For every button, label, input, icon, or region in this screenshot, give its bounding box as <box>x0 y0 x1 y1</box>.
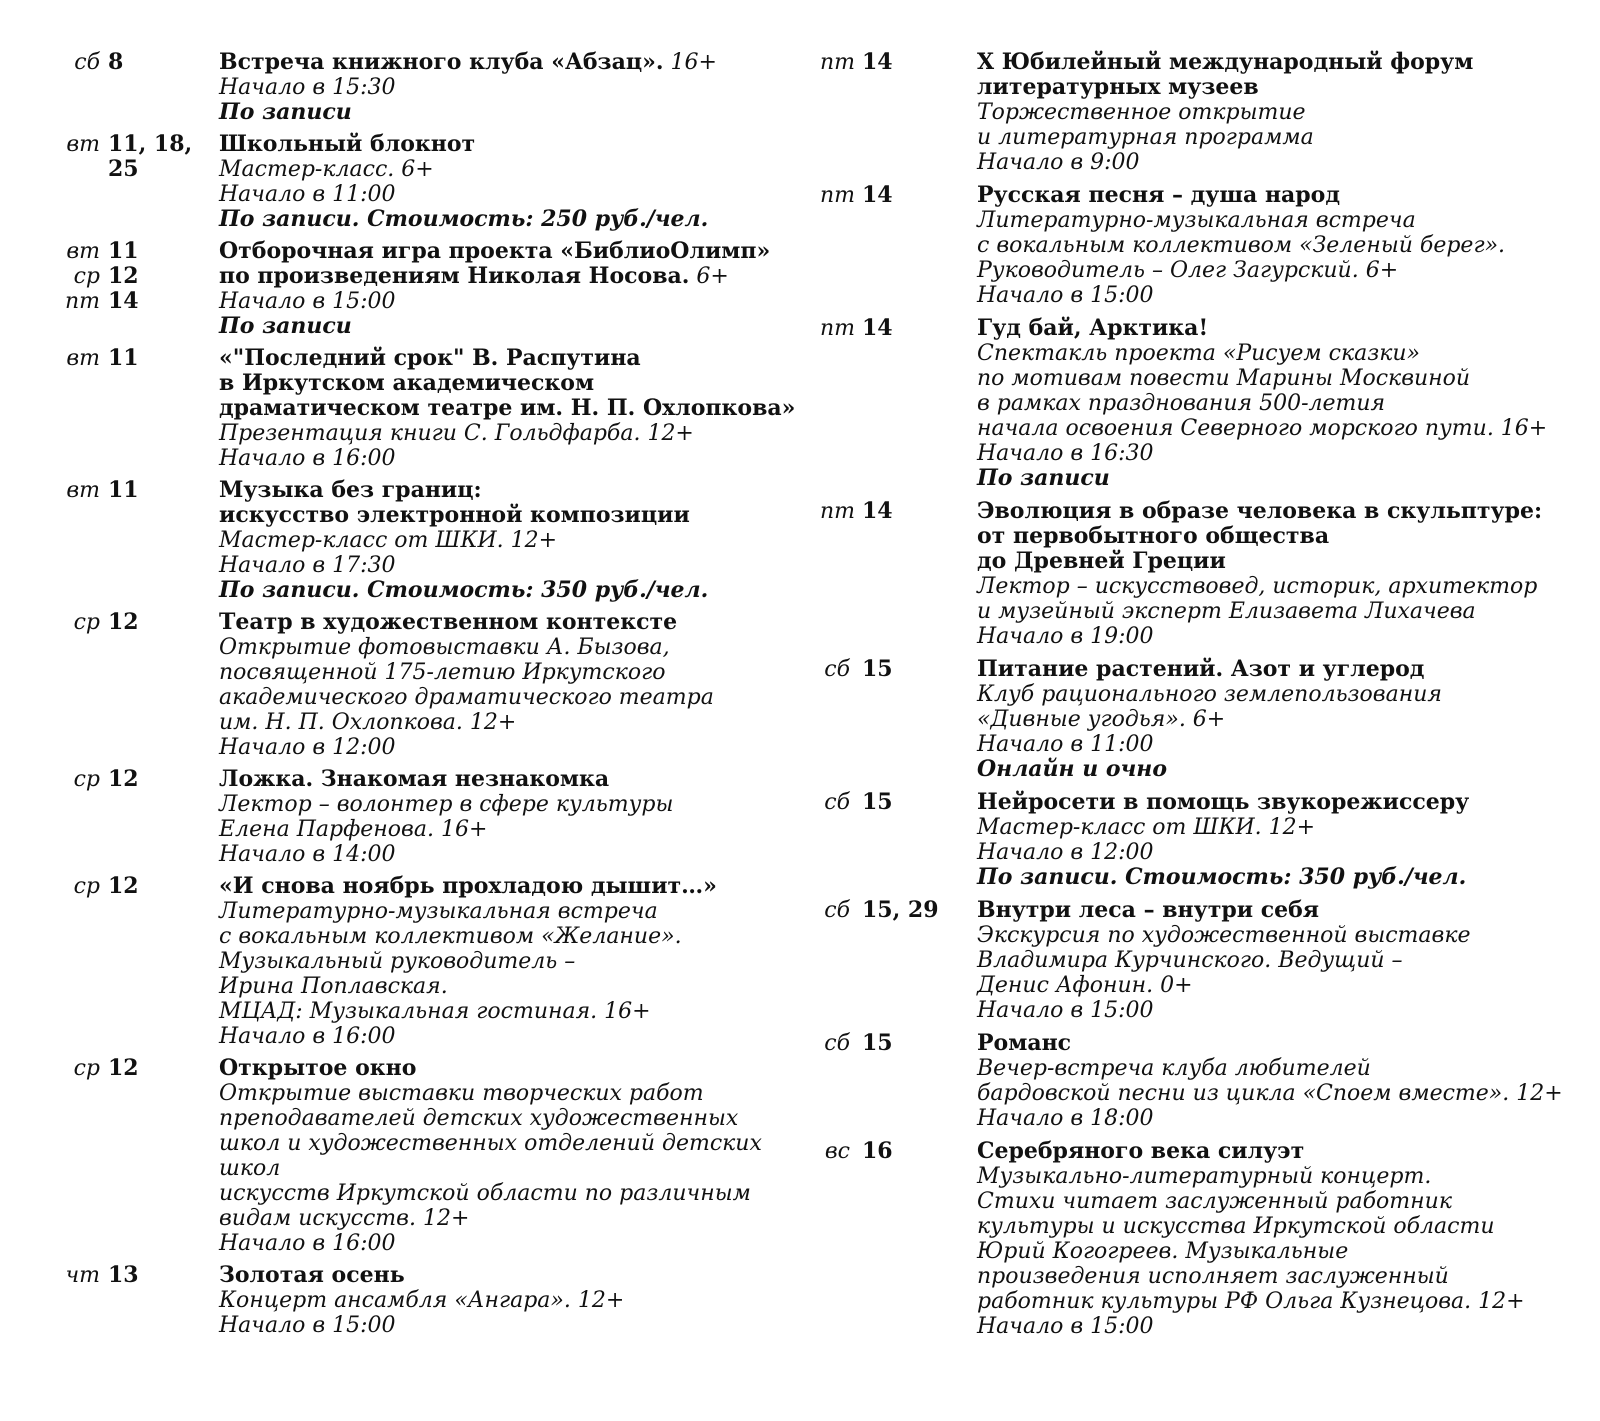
start-time: Начало в 16:00 <box>219 1231 396 1256</box>
date-line <box>820 499 977 524</box>
event-entry <box>58 346 808 471</box>
event-description: Спектакль проекта «Рисуем сказки» по мотивам повести Марины Москвиной в рамках празднования 500-летия начала освоения Северного морского пути. 16+ <box>977 341 1548 441</box>
day-number: 11 <box>108 238 139 264</box>
date-line <box>820 183 977 208</box>
event-title-line <box>977 1031 1590 1056</box>
weekday: ср <box>73 264 100 289</box>
event-body <box>977 499 1590 649</box>
event-date <box>58 50 219 75</box>
event-title-line <box>219 1056 808 1081</box>
event-title-line <box>219 874 808 899</box>
age-rating: 16+ <box>670 50 717 75</box>
event-entry <box>820 183 1590 308</box>
event-entry <box>820 1031 1590 1131</box>
start-time: Начало в 17:30 <box>219 553 396 578</box>
event-entry <box>820 657 1590 782</box>
event-description: Лектор – волонтер в сфере культуры Елена Парфенова. 16+ <box>219 792 674 842</box>
event-title-line <box>219 767 808 792</box>
event-title: Романс <box>977 1030 1072 1056</box>
day-number: 12 <box>108 1055 139 1081</box>
event-date <box>820 898 977 923</box>
event-title: Русская песня – душа народ <box>977 182 1341 208</box>
event-title-line <box>977 898 1590 923</box>
weekday: ср <box>73 874 100 899</box>
event-title: Гуд бай, Арктика! <box>977 315 1209 341</box>
event-entry <box>58 874 808 1049</box>
event-entry <box>820 1139 1590 1339</box>
event-title-line <box>219 478 808 528</box>
event-description: Литературно-музыкальная встреча с вокальным коллективом «Зеленый берег». Руководитель – Олег Загурский. 6+ <box>977 208 1506 283</box>
registration-note: По записи <box>219 313 352 339</box>
event-title: Ложка. Знакомая незнакомка <box>219 766 610 792</box>
event-title: Открытое окно <box>219 1055 417 1081</box>
event-title-line <box>977 316 1590 341</box>
weekday: чт <box>65 1263 100 1288</box>
event-entry <box>58 50 808 125</box>
event-title-line <box>219 132 808 157</box>
day-number: 13 <box>108 1262 139 1288</box>
date-line <box>820 50 977 75</box>
event-title: Школьный блокнот <box>219 131 476 157</box>
event-entry <box>820 790 1590 890</box>
weekday: вт <box>66 239 100 264</box>
weekday: вт <box>66 478 100 503</box>
start-time: Начало в 15:30 <box>219 75 396 100</box>
date-line <box>58 157 219 182</box>
weekday: сб <box>74 50 100 75</box>
day-number: 16 <box>862 1138 893 1164</box>
day-number: 15 <box>862 1030 893 1056</box>
event-date <box>58 239 219 314</box>
weekday: вс <box>824 1139 850 1164</box>
event-body <box>219 767 808 867</box>
date-line <box>820 1139 977 1164</box>
event-title: Встреча книжного клуба «Абзац». <box>219 49 664 75</box>
event-date <box>58 874 219 899</box>
date-line <box>58 264 219 289</box>
event-title: X Юбилейный международный форум литературных музеев <box>977 49 1474 100</box>
age-rating: 6+ <box>696 264 729 289</box>
day-number: 14 <box>108 288 139 314</box>
event-entry <box>58 1263 808 1338</box>
start-time: Начало в 9:00 <box>977 150 1140 175</box>
event-body <box>219 874 808 1049</box>
event-entry <box>58 1056 808 1256</box>
event-body <box>977 316 1590 491</box>
event-title-line <box>977 183 1590 208</box>
day-number: 15, 29 <box>862 897 939 923</box>
event-body <box>977 657 1590 782</box>
day-number: 12 <box>108 609 139 635</box>
event-description: Мастер-класс. 6+ <box>219 157 434 182</box>
event-body <box>977 50 1590 175</box>
start-time: Начало в 15:00 <box>219 1313 396 1338</box>
start-time: Начало в 14:00 <box>219 842 396 867</box>
event-title-line <box>219 610 808 635</box>
date-line <box>58 132 219 157</box>
event-title: Эволюция в образе человека в скульптуре: от первобытного общества до Древней Греции <box>977 498 1543 574</box>
event-body <box>977 1031 1590 1131</box>
start-time: Начало в 19:00 <box>977 624 1154 649</box>
event-body <box>219 239 808 339</box>
weekday: сб <box>824 1031 850 1056</box>
event-title: Отборочная игра проекта «БиблиоОлимп» по произведениям Николая Носова. <box>219 238 771 289</box>
day-number: 12 <box>108 263 139 289</box>
day-number: 14 <box>862 315 893 341</box>
event-body <box>219 1056 808 1256</box>
event-date <box>820 316 977 341</box>
weekday: ср <box>73 610 100 635</box>
day-number: 14 <box>862 498 893 524</box>
event-entry <box>820 898 1590 1023</box>
day-number: 11 <box>108 477 139 503</box>
weekday: пт <box>820 316 856 341</box>
event-title: Музыка без границ: искусство электронной композиции <box>219 477 690 528</box>
weekday: ср <box>73 1056 100 1081</box>
day-number: 25 <box>108 156 139 182</box>
event-description: Открытие выставки творческих работ преподавателей детских художественных школ и художественных отделений детских школ искусств Иркутской области по различным видам искусств. 12+ <box>219 1081 762 1231</box>
registration-note: По записи. Стоимость: 250 руб./чел. <box>219 206 709 232</box>
event-body <box>219 132 808 232</box>
start-time: Начало в 11:00 <box>977 732 1154 757</box>
event-date <box>820 499 977 524</box>
event-description: Концерт ансамбля «Ангара». 12+ <box>219 1288 625 1313</box>
registration-note: Онлайн и очно <box>977 756 1168 782</box>
event-entry <box>58 610 808 760</box>
day-number: 8 <box>108 49 124 75</box>
event-description: Торжественное открытие и литературная программа <box>977 100 1314 150</box>
event-title-line <box>977 499 1590 574</box>
event-body <box>219 50 808 125</box>
day-number: 14 <box>862 49 893 75</box>
event-date <box>58 610 219 635</box>
weekday: пт <box>820 499 856 524</box>
date-line <box>820 898 977 923</box>
date-line <box>58 289 219 314</box>
event-title: «"Последний срок" В. Распутина в Иркутском академическом драматическом театре им. Н. П. Охлопкова» <box>219 345 796 421</box>
event-title: Золотая осень <box>219 1262 405 1288</box>
event-description: Открытие фотовыставки А. Бызова, посвященной 175-летию Иркутского академического драматического театра им. Н. П. Охлопкова. 12+ <box>219 635 714 735</box>
event-date <box>820 50 977 75</box>
date-line <box>58 1056 219 1081</box>
event-title-line <box>977 1139 1590 1164</box>
event-title: Театр в художественном контексте <box>219 609 678 635</box>
event-description: Музыкально-литературный концерт. Стихи читает заслуженный работник культуры и искусства Иркутской области Юрий Когогреев. Музыкальные произведения исполняет заслуженный работник культуры РФ Ольга Кузнецова. 12+ <box>977 1164 1525 1314</box>
weekday: сб <box>824 898 850 923</box>
event-description: Мастер-класс от ШКИ. 12+ <box>219 528 558 553</box>
date-line <box>58 767 219 792</box>
event-title: Питание растений. Азот и углерод <box>977 656 1425 682</box>
event-title-line <box>219 50 808 75</box>
event-title: Внутри леса – внутри себя <box>977 897 1320 923</box>
event-body <box>977 1139 1590 1339</box>
event-date <box>820 790 977 815</box>
event-body <box>977 898 1590 1023</box>
day-number: 14 <box>862 182 893 208</box>
start-time: Начало в 15:00 <box>977 998 1154 1023</box>
registration-note: По записи. Стоимость: 350 руб./чел. <box>219 577 709 603</box>
registration-note: По записи. Стоимость: 350 руб./чел. <box>977 864 1467 890</box>
event-entry <box>820 50 1590 175</box>
event-date <box>820 183 977 208</box>
date-line <box>58 50 219 75</box>
weekday: ср <box>73 767 100 792</box>
date-line <box>58 346 219 371</box>
date-line <box>58 239 219 264</box>
event-title: Серебряного века силуэт <box>977 1138 1305 1164</box>
event-body <box>977 790 1590 890</box>
event-title-line <box>219 239 808 289</box>
left-column <box>58 50 808 1345</box>
start-time: Начало в 15:00 <box>977 1314 1154 1339</box>
start-time: Начало в 15:00 <box>219 289 396 314</box>
day-number: 15 <box>862 656 893 682</box>
start-time: Начало в 12:00 <box>219 735 396 760</box>
event-date <box>58 346 219 371</box>
date-line <box>820 1031 977 1056</box>
event-body <box>219 346 808 471</box>
event-title-line <box>977 50 1590 100</box>
start-time: Начало в 15:00 <box>977 283 1154 308</box>
event-date <box>58 478 219 503</box>
registration-note: По записи <box>219 99 352 125</box>
day-number: 11 <box>108 345 139 371</box>
event-date <box>820 657 977 682</box>
event-title: Нейросети в помощь звукорежиссеру <box>977 789 1470 815</box>
event-description: Презентация книги С. Гольдфарба. 12+ <box>219 421 694 446</box>
weekday: сб <box>824 790 850 815</box>
day-number: 11, 18, <box>108 131 193 157</box>
start-time: Начало в 18:00 <box>977 1106 1154 1131</box>
date-line <box>820 657 977 682</box>
event-entry <box>820 316 1590 491</box>
event-date <box>58 1056 219 1081</box>
event-entry <box>58 767 808 867</box>
date-line <box>58 874 219 899</box>
event-body <box>219 1263 808 1338</box>
event-entry <box>58 239 808 339</box>
event-description: Экскурсия по художественной выставке Владимира Курчинского. Ведущий – Денис Афонин. 0+ <box>977 923 1471 998</box>
weekday: вт <box>66 132 100 157</box>
event-description: Клуб рационального землепользования «Дивные угодья». 6+ <box>977 682 1442 732</box>
event-date <box>58 1263 219 1288</box>
event-date <box>58 132 219 182</box>
event-description: Вечер-встреча клуба любителей бардовской песни из цикла «Споем вместе». 12+ <box>977 1056 1563 1106</box>
weekday: пт <box>820 50 856 75</box>
event-body <box>219 610 808 760</box>
start-time: Начало в 16:30 <box>977 441 1154 466</box>
start-time: Начало в 16:00 <box>219 1024 396 1049</box>
date-line <box>58 1263 219 1288</box>
event-title-line <box>219 1263 808 1288</box>
event-description: Литературно-музыкальная встреча с вокальным коллективом «Желание». Музыкальный руководитель – Ирина Поплавская. МЦАД: Музыкальная гостиная. 16+ <box>219 899 682 1024</box>
day-number: 12 <box>108 766 139 792</box>
weekday: пт <box>64 289 100 314</box>
event-title: «И снова ноябрь прохладою дышит…» <box>219 873 717 899</box>
event-date <box>58 767 219 792</box>
weekday: сб <box>824 657 850 682</box>
event-description: Мастер-класс от ШКИ. 12+ <box>977 815 1316 840</box>
event-title-line <box>219 346 808 421</box>
event-description: Лектор – искусствовед, историк, архитектор и музейный эксперт Елизавета Лихачева <box>977 574 1538 624</box>
event-body <box>219 478 808 603</box>
date-line <box>58 478 219 503</box>
registration-note: По записи <box>977 465 1110 491</box>
event-entry <box>58 132 808 232</box>
event-entry <box>58 478 808 603</box>
start-time: Начало в 16:00 <box>219 446 396 471</box>
day-number: 15 <box>862 789 893 815</box>
event-date <box>820 1139 977 1164</box>
event-entry <box>820 499 1590 649</box>
start-time: Начало в 11:00 <box>219 182 396 207</box>
date-line <box>820 790 977 815</box>
weekday: пт <box>820 183 856 208</box>
start-time: Начало в 12:00 <box>977 840 1154 865</box>
day-number: 12 <box>108 873 139 899</box>
date-line <box>820 316 977 341</box>
weekday: вт <box>66 346 100 371</box>
event-title-line <box>977 657 1590 682</box>
event-body <box>977 183 1590 308</box>
date-line <box>58 610 219 635</box>
event-title-line <box>977 790 1590 815</box>
event-date <box>820 1031 977 1056</box>
right-column <box>820 50 1590 1347</box>
